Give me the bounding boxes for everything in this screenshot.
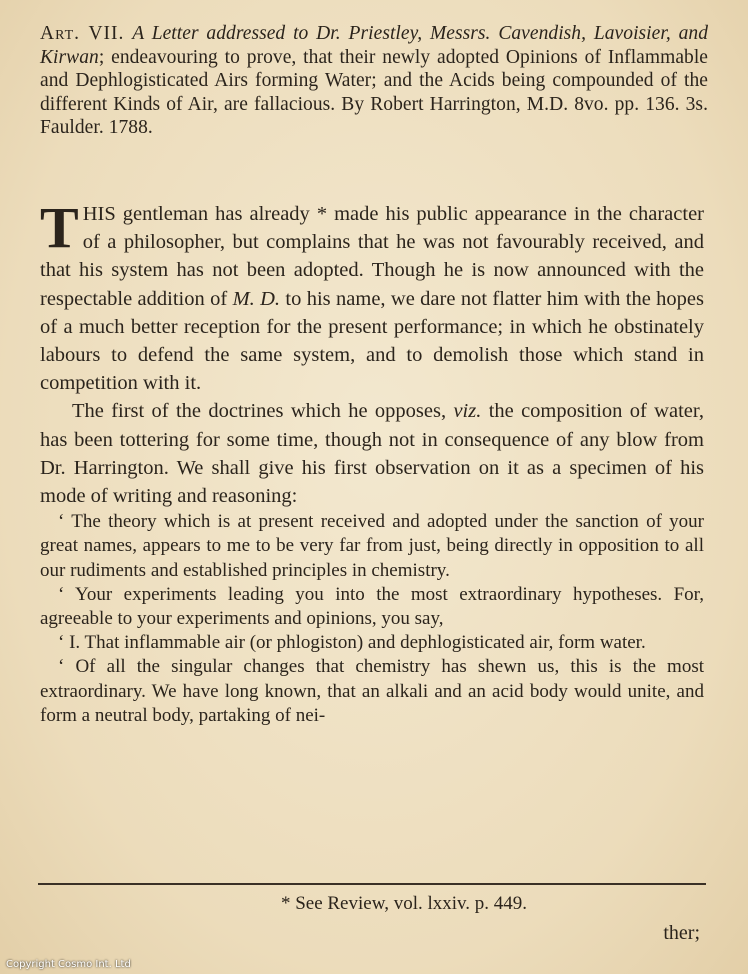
drop-cap: T <box>40 195 79 260</box>
article-citation: ; endeavouring to prove, that their newly adopted Opinions of Inflammable and Dephlogisticated Airs forming Water; and the Acids being compounded of the different Kinds of Air, are fallacious. By Robert Harrington, M.D. 8vo. pp. 136. 3s. Faulder. 1788. <box>40 46 708 138</box>
paragraph-1-text-a: HIS gentleman has already * made his public appearance in the character of a philosopher, but complains that he was not favourably received, and that his system has not been adopted. Though he is now announced with the respectable addition of <box>40 203 704 310</box>
paragraph-2-text-b: the composition of water, has been tottering for some time, though not in consequence of any blow from Dr. Harrington. We shall give his first observation on it as a specimen of his mode of writing and reasoning: <box>40 400 704 508</box>
footnote: * See Review, vol. lxxiv. p. 449. <box>280 893 528 914</box>
paragraph-2 <box>40 397 704 510</box>
paragraph-1-md: M. D. <box>232 287 281 310</box>
article-header <box>40 22 708 140</box>
article-title: A Letter addressed to Dr. Priestley, Messrs. Cavendish, Lavoisier, and Kirwan <box>40 23 708 68</box>
paragraph-1-text-b: to his name, we dare not flatter him with the hopes of a much better reception for the present performance; in which he obstinately labours to defend the same system, and to demolish those which stand in competition with it. <box>40 287 705 395</box>
article-body <box>40 195 705 728</box>
article-number: Art. VII. <box>40 23 125 44</box>
paragraph-2-text-a: The first of the doctrines which he opposes, <box>72 400 454 423</box>
copyright-watermark: Copyright Cosmo Int. Ltd <box>6 959 131 970</box>
footnote-divider <box>38 883 706 885</box>
quote-2: ‘ Your experiments leading you into the most extraordinary hypotheses. For, agreeable to your experiments and opinions, you say, <box>40 583 704 630</box>
paragraph-1 <box>40 195 705 397</box>
paragraph-2-viz: viz. <box>453 400 482 423</box>
quote-1: ‘ The theory which is at present received and adopted under the sanction of your great names, appears to me to be very far from just, being directly in opposition to all our rudiments and established principles in chemistry. <box>40 511 704 581</box>
catchword: ther; <box>663 922 700 944</box>
quote-3: ‘ I. That inflammable air (or phlogiston) and dephlogisticated air, form water. <box>58 632 646 654</box>
quote-4: ‘ Of all the singular changes that chemistry has shewn us, this is the most extraordinary. We have long known, that an alkali and an acid body would unite, and form a neutral body, partaking of nei- <box>40 656 704 726</box>
